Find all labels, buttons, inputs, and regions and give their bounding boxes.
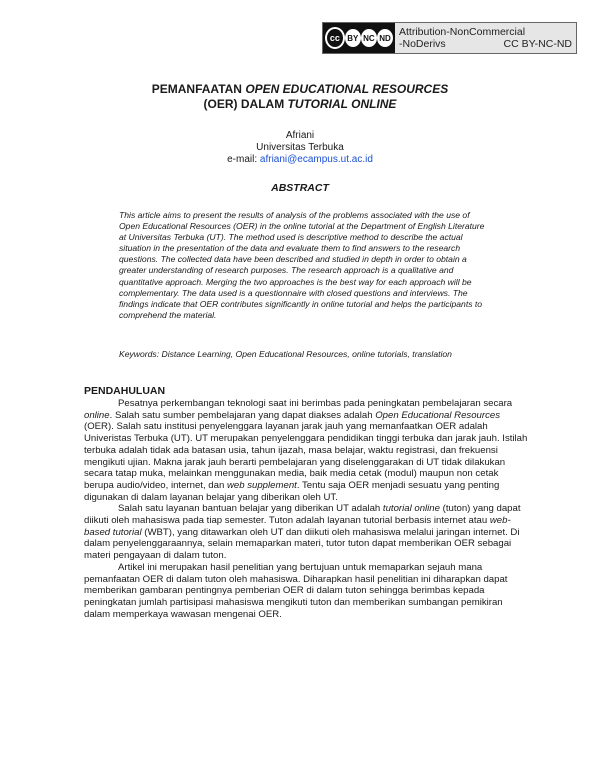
cc-license-line1: Attribution-NonCommercial (399, 26, 526, 38)
p1-text-c: . Salah satu sumber pembelajaran yang dapat diakses adalah (109, 409, 376, 421)
abstract-heading: ABSTRACT (271, 182, 329, 194)
cc-license-line2: -NoDerivs (399, 38, 446, 50)
p1-text-a: Pesatnya perkembangan teknologi saat ini berimbas pada peningkatan pembelajaran secara (118, 398, 513, 409)
body-text (84, 398, 530, 620)
paper-title-line2 (0, 97, 600, 112)
by-icon: BY (345, 29, 361, 47)
cc-icon: cc (325, 27, 345, 49)
paragraph-1 (84, 398, 530, 503)
title-italic-2: TUTORIAL ONLINE (287, 97, 397, 111)
p2-text-a: Salah satu layanan bantuan belajar yang diberikan UT adalah (118, 503, 383, 515)
author-email-link[interactable]: afriani@ecampus.ut.ac.id (259, 154, 373, 165)
p2-italic-b: tutorial online (382, 503, 440, 515)
cc-license-icons (323, 23, 395, 53)
cc-license-code: CC BY-NC-ND (503, 38, 572, 50)
abstract-text: This article aims to present the results of analysis of the problems associated with the use of Open Educational Resources (OER) in the online tutorial at the Department of English Literature at Universitas Terbuka (UT). The method used is descriptive method to describe the actual situation in the presentation of the data and evaluate them to find answers to the research questions. The collected data have been described and studied in depth in order to obtain a greater understanding of research purposes. The research approach is a qualitative and quantitative approach. Merging the two approaches is the best way for each approach will be complementary. The data used is a questionnaire with closed questions and interviews. The findings indicate that OER contributes significantly in online tutorial and helps the participants to comprehend the material. (119, 210, 485, 320)
p1-italic-b: online (84, 409, 110, 421)
email-label: e-mail: (227, 154, 260, 165)
section-heading: PENDAHULUAN (84, 385, 166, 397)
nc-icon: NC (361, 29, 377, 47)
cc-license-text (395, 23, 576, 53)
paper-title-line1 (0, 82, 600, 97)
title-plain-2: (OER) DALAM (203, 97, 288, 111)
title-italic-1: OPEN EDUCATIONAL RESOURCES (245, 82, 449, 96)
p2-italic-d: web-based tutorial (84, 515, 511, 538)
p2-text-e: (WBT), yang ditawarkan oleh UT dan diikuti oleh mahasiswa melalui jaringan internet. Di dalam penyelenggaraannya, selain memaparkan materi, tutor tuton dapat memberikan OER sebagai materi pengayaan di dalam tuton. (84, 526, 520, 562)
author-affiliation: Universitas Terbuka (256, 142, 344, 153)
paragraph-3: Artikel ini merupakan hasil penelitian yang bertujuan untuk memaparkan sejauh mana pemanfaatan OER di dalam tuton oleh mahasiswa. Diharapkan hasil penelitian ini diharapkan dapat memberikan gambaran pentingnya pemberian OER di dalam tuton sehingga berimbas kepada peningkatan jumlah partisipasi mahasiswa mengikuti tuton dan memberikan sumbangan pemikiran dalam memperkaya wawasan mengenai OER. (84, 561, 508, 620)
p1-italic-f: web supplement (226, 479, 297, 491)
author-name: Afriani (285, 130, 315, 141)
p1-text-e: (OER). Salah satu institusi penyelenggara layanan jarak jauh yang memanfaatkan OER adalah Univeristas Terbuka (UT). UT merupakan penyelenggara pendidikan tinggi terbuka dan jarak jauh. Istilah terbuka adalah tidak ada batasan usia, tahun ijazah, masa belajar, waktu registrasi, dan frekuensi mengikuti ujian. Makna jarak jauh berarti pembelajaran yang diselenggarakan di UT tidak dilakukan secara tatap muka, melainkan menggunakan media, baik media cetak (modul) maupun non cetak berupa audio/video, internet, dan (84, 421, 528, 491)
nd-icon: ND (377, 29, 393, 47)
keywords: Keywords: Distance Learning, Open Educational Resources, online tutorials, translation (119, 349, 452, 359)
p2-text-c: (tuton) yang dapat diikuti oleh mahasiswa pada tiap semester. Tuton adalah layanan tutorial berbasis internet atau (84, 503, 521, 527)
p1-italic-d: Open Educational Resources (375, 409, 501, 421)
cc-license-badge[interactable] (322, 22, 577, 54)
p1-text-g: . Tentu saja OER menjadi sesuatu yang penting digunakan di dalam layanan belajar yang diberikan oleh UT. (84, 479, 500, 503)
title-plain-1: PEMANFAATAN (151, 82, 246, 96)
paragraph-2 (84, 503, 530, 562)
author-email-line (0, 154, 600, 166)
